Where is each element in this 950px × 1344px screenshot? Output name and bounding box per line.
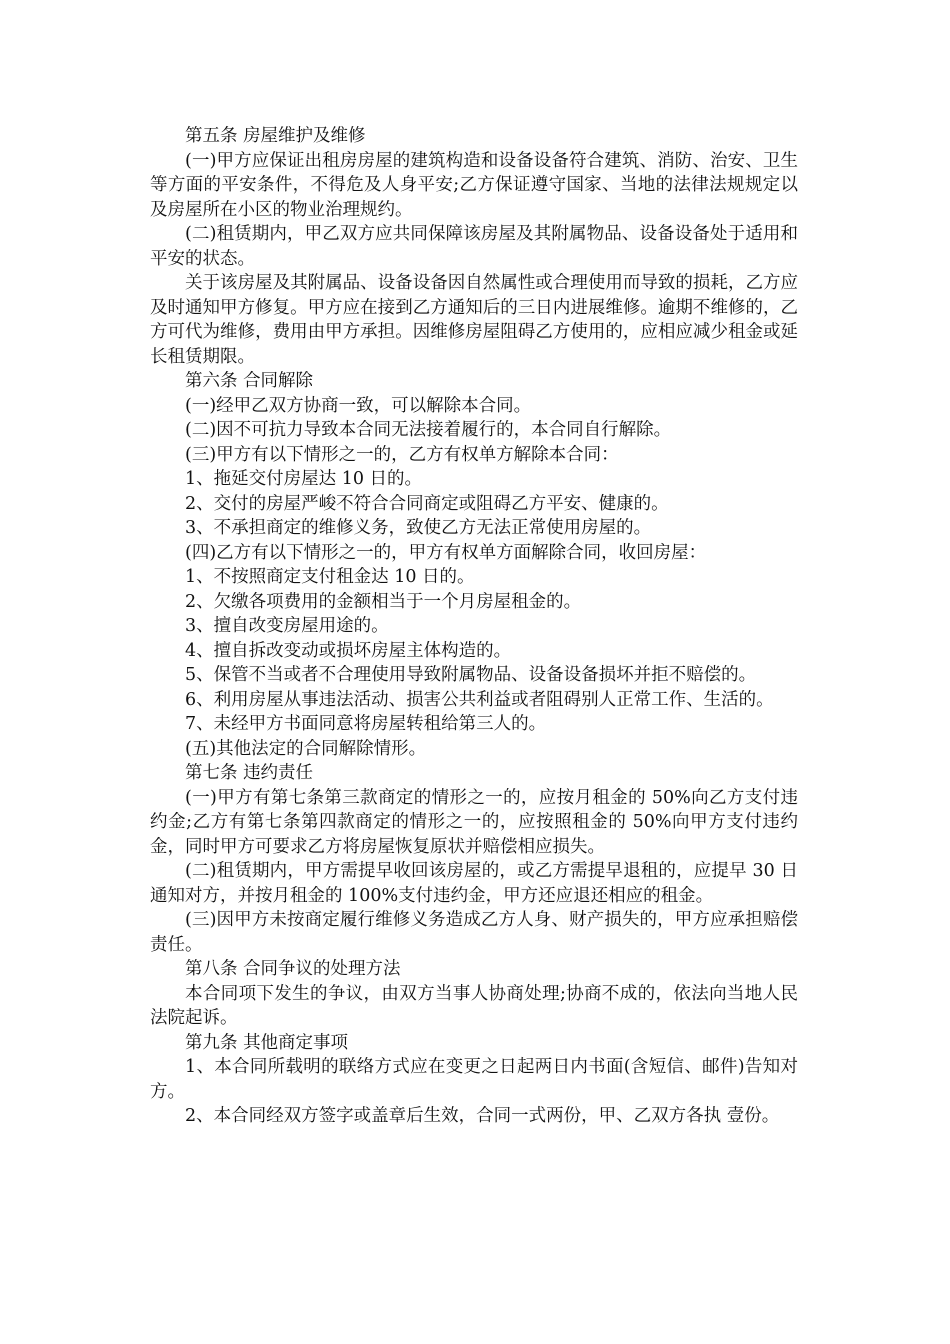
article-5-heading: 第五条 房屋维护及维修	[185, 126, 366, 146]
article-9-item-1: 1、本合同所载明的联络方式应在变更之日起两日内书面(含短信、邮件)告知对方。	[150, 1057, 798, 1102]
article-8-heading: 第八条 合同争议的处理方法	[185, 959, 401, 979]
document-body	[150, 124, 798, 1129]
article-6-clause-4-item-3: 3、擅自改变房屋用途的。	[185, 616, 389, 636]
article-5-clause-1: (一)甲方应保证出租房房屋的建筑构造和设备设备符合建筑、消防、治安、卫生等方面的平安条件，不得危及人身平安;乙方保证遵守国家、当地的法律法规规定以及房屋所在小区的物业治理规约。	[150, 150, 798, 220]
article-7-clause-3: (三)因甲方未按商定履行维修义务造成乙方人身、财产损失的，甲方应承担赔偿责任。	[150, 910, 798, 955]
article-6-clause-1: (一)经甲乙双方协商一致，可以解除本合同。	[185, 395, 532, 416]
article-5-repair-paragraph: 关于该房屋及其附属品、设备设备因自然属性或合理使用而导致的损耗，乙方应及时通知甲方修复。甲方应在接到乙方通知后的三日内进展维修。逾期不维修的，乙方可代为维修，费用由甲方承担。因维修房屋阻碍乙方使用的，应相应减少租金或延长租赁期限。	[150, 273, 798, 367]
article-9-item-2: 2、本合同经双方签字或盖章后生效，合同一式两份，甲、乙双方各执 壹份。	[185, 1106, 780, 1126]
article-6-clause-2: (二)因不可抗力导致本合同无法接着履行的，本合同自行解除。	[185, 420, 672, 440]
article-6-clause-3-item-1: 1、拖延交付房屋达 10 日的。	[185, 469, 423, 489]
article-6-clause-3-item-2: 2、交付的房屋严峻不符合合同商定或阻碍乙方平安、健康的。	[185, 493, 669, 514]
article-6-heading: 第六条 合同解除	[185, 371, 314, 391]
article-9-heading: 第九条 其他商定事项	[185, 1032, 349, 1053]
article-6-clause-4-item-6: 6、利用房屋从事违法活动、损害公共利益或者阻碍别人正常工作、生活的。	[185, 689, 774, 710]
article-8-body: 本合同项下发生的争议，由双方当事人协商处理;协商不成的，依法向当地人民法院起诉。	[150, 983, 798, 1028]
article-6-clause-4-item-7: 7、未经甲方书面同意将房屋转租给第三人的。	[185, 714, 547, 734]
article-7-heading: 第七条 违约责任	[185, 763, 314, 783]
article-6-clause-4-item-5: 5、保管不当或者不合理使用导致附属物品、设备设备损坏并拒不赔偿的。	[185, 665, 757, 685]
article-7-clause-2: (二)租赁期内，甲方需提早收回该房屋的，或乙方需提早退租的，应提早 30 日通知对方，并按月租金的 100%支付违约金，甲方还应退还相应的租金。	[150, 861, 798, 906]
article-6-clause-4: (四)乙方有以下情形之一的，甲方有权单方面解除合同，收回房屋：	[185, 542, 707, 563]
article-6-clause-5: (五)其他法定的合同解除情形。	[185, 738, 427, 759]
article-6-clause-4-item-2: 2、欠缴各项费用的金额相当于一个月房屋租金的。	[185, 591, 582, 612]
article-6-clause-3-item-3: 3、不承担商定的维修义务，致使乙方无法正常使用房屋的。	[185, 518, 652, 538]
article-6-clause-4-item-1: 1、不按照商定支付租金达 10 日的。	[185, 567, 475, 587]
article-6-clause-3: (三)甲方有以下情形之一的，乙方有权单方解除本合同：	[185, 444, 619, 465]
article-7-clause-1: (一)甲方有第七条第三款商定的情形之一的，应按月租金的 50%向乙方支付违约金;乙方有第七条第四款商定的情形之一的，应按照租金的 50%向甲方支付违约金，同时甲方可要求乙方将房屋恢复原状并赔偿相应损失。	[150, 787, 798, 857]
article-5-clause-2: (二)租赁期内，甲乙双方应共同保障该房屋及其附属物品、设备设备处于适用和平安的状态。	[150, 224, 798, 269]
article-6-clause-4-item-4: 4、擅自拆改变动或损坏房屋主体构造的。	[185, 640, 512, 661]
